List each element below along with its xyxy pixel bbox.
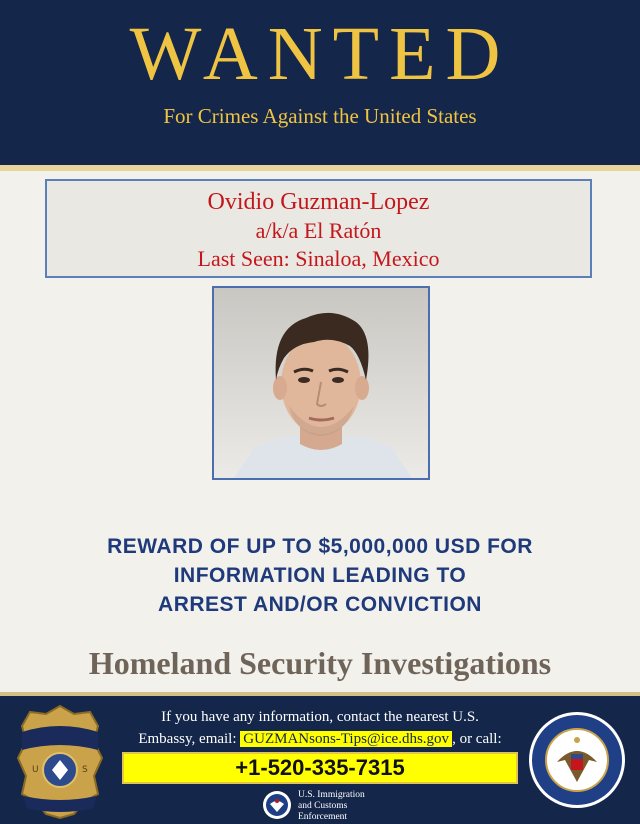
ice-line-3: Enforcement bbox=[298, 812, 348, 822]
header-divider bbox=[0, 165, 640, 171]
reward-line-3: ARREST AND/OR CONVICTION bbox=[158, 593, 482, 616]
ice-seal-icon bbox=[262, 790, 292, 824]
wanted-title: WANTED bbox=[129, 12, 511, 96]
reward-text bbox=[40, 532, 600, 619]
ice-line-2: and Customs bbox=[298, 801, 348, 811]
footer-banner bbox=[0, 696, 640, 824]
subject-last-seen: Last Seen: Sinaloa, Mexico bbox=[197, 246, 440, 271]
contact-text bbox=[118, 706, 522, 750]
department-of-state-seal-icon bbox=[527, 710, 627, 815]
contact-suffix: , or call: bbox=[452, 731, 502, 747]
agency-name: Homeland Security Investigations bbox=[88, 645, 552, 681]
contact-prefix: Embassy, email: bbox=[138, 731, 241, 747]
header-banner bbox=[0, 0, 640, 165]
subject-name: Ovidio Guzman-Lopez bbox=[207, 189, 430, 215]
subject-info-box bbox=[45, 179, 592, 278]
contact-line-1: If you have any information, contact the nearest U.S. bbox=[161, 709, 479, 725]
contact-line-2 bbox=[118, 728, 522, 750]
tip-email-link[interactable]: GUZMANsons-Tips@ice.dhs.gov bbox=[240, 731, 452, 747]
tip-phone-number[interactable]: +1-520-335-7315 bbox=[122, 752, 518, 784]
hsi-badge-icon bbox=[14, 702, 106, 824]
subject-alias: a/k/a El Ratón bbox=[255, 218, 382, 243]
reward-line-1: REWARD OF UP TO $5,000,000 USD FOR bbox=[107, 535, 533, 558]
svg-text:S: S bbox=[82, 765, 88, 775]
ice-name bbox=[298, 790, 388, 823]
svg-text:U: U bbox=[32, 765, 39, 775]
ice-line-1: U.S. Immigration bbox=[298, 790, 365, 800]
reward-line-2: INFORMATION LEADING TO bbox=[173, 564, 467, 587]
wanted-subtitle: For Crimes Against the United States bbox=[163, 104, 477, 128]
subject-photo bbox=[212, 286, 430, 480]
